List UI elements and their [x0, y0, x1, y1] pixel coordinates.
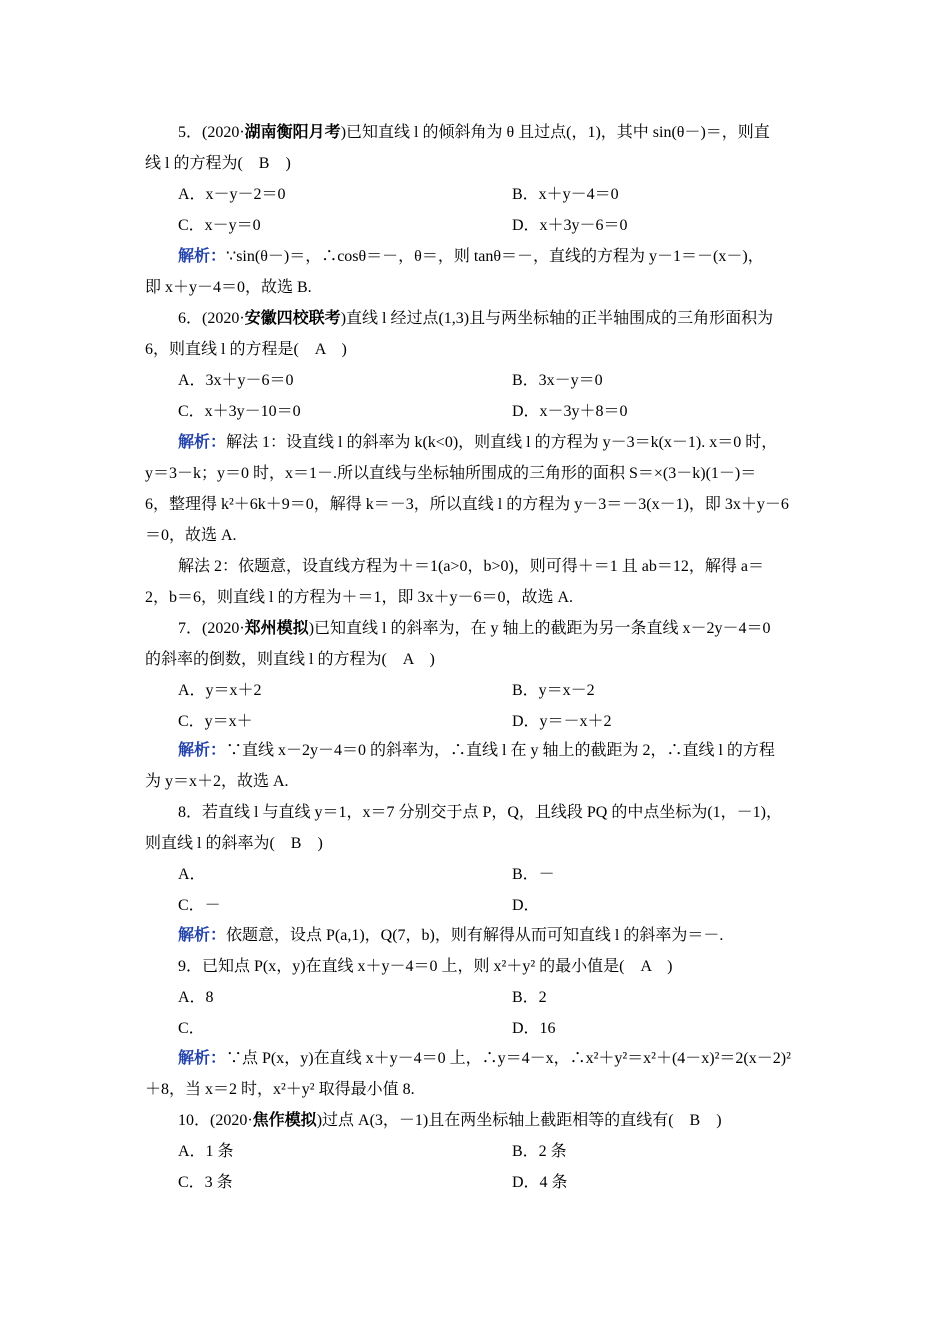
problem-6-option-a: A．3x＋y－6＝0: [178, 372, 294, 389]
problem-6-solution-line-6: 2，b＝6，则直线 l 的方程为＋＝1，即 3x＋y－6＝0，故选 A.: [145, 589, 574, 606]
problem-7-option-c: C．y＝x＋: [178, 713, 253, 730]
problem-6-solution-line-4: ＝0，故选 A.: [145, 527, 237, 544]
problem-6-solution-line-5: 解法 2：依题意，设直线方程为＋＝1(a>0，b>0)，则可得＋＝1 且 ab＝12，解得 a＝: [178, 558, 765, 575]
problem-7-option-b: B．y＝x－2: [512, 682, 595, 699]
problem-6-solution-line-2: y＝3－k；y＝0 时，x＝1－.所以直线与坐标轴所围成的三角形的面积 S＝×(3－k)(1－)＝: [145, 465, 757, 482]
problem-8-solution-line-1: 解析：依题意，设点 P(a,1)，Q(7，b)，则有解得从而可知直线 l 的斜率为＝－.: [178, 927, 724, 944]
problem-5-option-a: A．x－y－2＝0: [178, 186, 286, 203]
problem-7-solution-line-1: 解析：∵直线 x－2y－4＝0 的斜率为，∴直线 l 在 y 轴上的截距为 2，∴直线 l 的方程: [178, 742, 775, 759]
problem-6-stem-line-1: 6．(2020·安徽四校联考)直线 l 经过点(1,3)且与两坐标轴的正半轴围成的三角形面积为: [178, 310, 774, 327]
problem-8-option-b: B．－: [512, 866, 555, 883]
problem-6-solution-line-3: 6，整理得 k²＋6k＋9＝0，解得 k＝－3，所以直线 l 的方程为 y－3＝－3(x－1)，即 3x＋y－6: [145, 496, 789, 513]
problem-10-option-c: C．3 条: [178, 1174, 233, 1191]
problem-5-stem-line-1: 5．(2020·湖南衡阳月考)已知直线 l 的倾斜角为 θ 且过点(，1)，其中 sin(θ－)＝，则直: [178, 124, 770, 141]
problem-7-stem-line-1: 7．(2020·郑州模拟)已知直线 l 的斜率为，在 y 轴上的截距为另一条直线 x－2y－4＝0: [178, 620, 771, 637]
problem-10-option-d: D．4 条: [512, 1174, 568, 1191]
problem-10-option-a: A．1 条: [178, 1143, 234, 1160]
problem-8-stem-line-1: 8．若直线 l 与直线 y＝1，x＝7 分别交于点 P，Q，且线段 PQ 的中点坐标为(1，－1)，: [178, 804, 783, 821]
solution-label: 解析：: [178, 927, 227, 944]
problem-6-solution-line-1: 解析：解法 1：设直线 l 的斜率为 k(k<0)，则直线 l 的方程为 y－3＝k(x－1). x＝0 时，: [178, 434, 778, 451]
solution-label: 解析：: [178, 1050, 227, 1067]
problem-7-source: 郑州模拟: [244, 620, 309, 637]
solution-label: 解析：: [178, 742, 227, 759]
problem-7-stem-line-2: 的斜率的倒数，则直线 l 的方程为( A ): [145, 651, 435, 668]
problem-7-option-d: D．y＝－x＋2: [512, 713, 612, 730]
problem-9-option-c: C．: [178, 1020, 205, 1037]
problem-9-option-d: D．16: [512, 1020, 556, 1037]
problem-5-stem-line-2: 线 l 的方程为( B ): [145, 155, 291, 172]
problem-7-option-a: A．y＝x＋2: [178, 682, 262, 699]
problem-6-option-c: C．x＋3y－10＝0: [178, 403, 301, 420]
problem-10-source: 焦作模拟: [252, 1112, 317, 1129]
problem-9-stem-line-1: 9．已知点 P(x，y)在直线 x＋y－4＝0 上，则 x²＋y² 的最小值是( A ): [178, 958, 673, 975]
problem-5-option-c: C．x－y＝0: [178, 217, 261, 234]
problem-5-option-b: B．x＋y－4＝0: [512, 186, 619, 203]
problem-6-option-d: D．x－3y＋8＝0: [512, 403, 628, 420]
problem-9-solution-line-2: ＋8，当 x＝2 时，x²＋y² 取得最小值 8.: [145, 1081, 415, 1098]
problem-6-option-b: B．3x－y＝0: [512, 372, 603, 389]
problem-9-solution-line-1: 解析：∵点 P(x，y)在直线 x＋y－4＝0 上，∴y＝4－x，∴x²＋y²＝x²＋(4－x)²＝2(x－2)²: [178, 1050, 791, 1067]
problem-5-option-d: D．x＋3y－6＝0: [512, 217, 628, 234]
problem-8-stem-line-2: 则直线 l 的斜率为( B ): [145, 835, 323, 852]
problem-5-solution-line-1: 解析：∵sin(θ－)＝，∴cosθ＝－，θ＝，则 tanθ＝－，直线的方程为 y－1＝－(x－)，: [178, 248, 764, 265]
problem-8-option-a: A．: [178, 866, 206, 883]
problem-5-source: 湖南衡阳月考: [244, 124, 341, 141]
problem-10-option-b: B．2 条: [512, 1143, 567, 1160]
solution-label: 解析：: [178, 248, 227, 265]
solution-label: 解析：: [178, 434, 227, 451]
problem-7-solution-line-2: 为 y＝x＋2，故选 A.: [145, 773, 289, 790]
problem-9-option-b: B．2: [512, 989, 547, 1006]
problem-10-stem-line-1: 10．(2020·焦作模拟)过点 A(3，－1)且在两坐标轴上截距相等的直线有( B ): [178, 1112, 722, 1129]
problem-8-option-d: D．: [512, 897, 540, 914]
problem-8-option-c: C．－: [178, 897, 221, 914]
problem-6-source: 安徽四校联考: [244, 310, 341, 327]
problem-9-option-a: A．8: [178, 989, 214, 1006]
problem-6-stem-line-2: 6，则直线 l 的方程是( A ): [145, 341, 347, 358]
problem-5-solution-line-2: 即 x＋y－4＝0，故选 B.: [145, 279, 312, 296]
